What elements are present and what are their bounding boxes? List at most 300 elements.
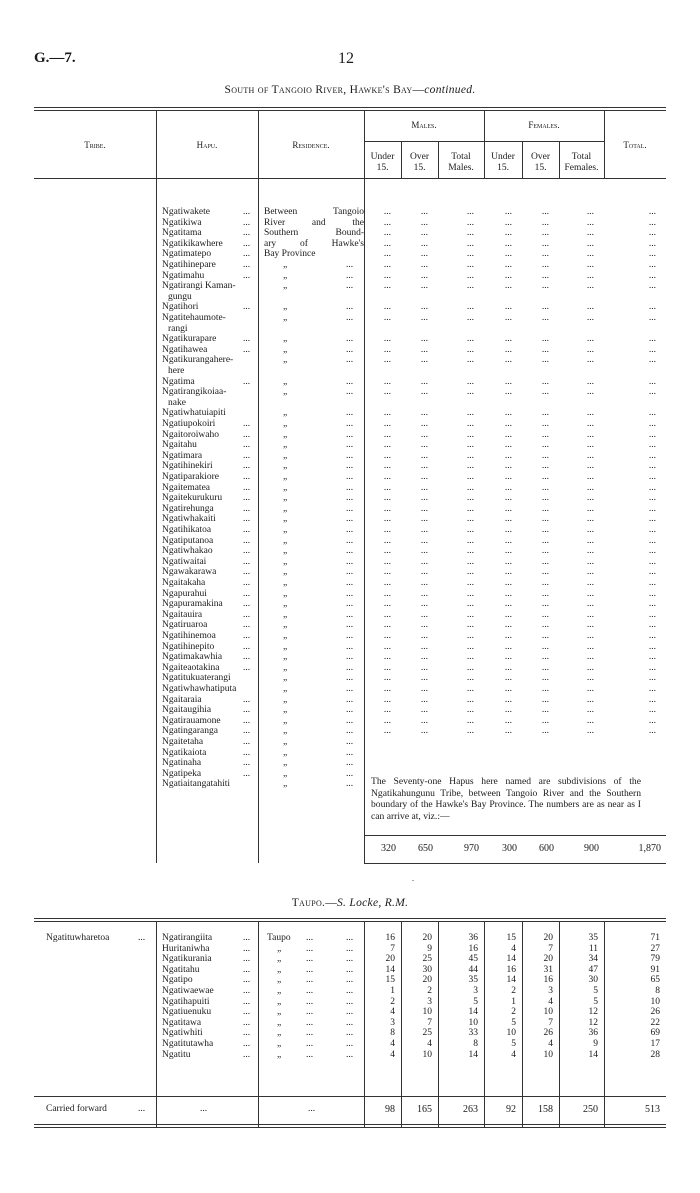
total-value: 600	[539, 843, 554, 854]
table-row	[0, 695, 700, 706]
leader-cell: ...	[420, 472, 428, 482]
hapu-leader: ...	[243, 302, 251, 313]
hapu-name: Ngatiwhakao	[162, 546, 213, 557]
leader-cell: ...	[648, 260, 656, 270]
table-row	[0, 387, 700, 398]
number-cell: 8	[473, 1039, 478, 1049]
leader-cell: ...	[504, 281, 512, 292]
leader-cell: ...	[586, 419, 594, 429]
leader-cell: ...	[541, 238, 549, 249]
leader-cell: ...	[466, 556, 474, 567]
leader-cell: ...	[466, 376, 474, 387]
header-f-over15: Over 15.	[531, 152, 550, 173]
ditto-mark: „	[283, 758, 288, 769]
leader-cell: ...	[504, 207, 512, 217]
leader-cell: ...	[383, 344, 391, 355]
residence-leader: ...	[306, 943, 314, 954]
leader-cell: ...	[541, 726, 549, 737]
hapu-name: Ngatimahu	[162, 270, 205, 281]
hapu-name: Ngatihawea	[162, 344, 208, 355]
document-code: G.—7.	[34, 50, 76, 66]
leader-cell: ...	[420, 249, 428, 260]
number-cell: 69	[650, 1028, 660, 1039]
hapu-leader: ...	[243, 954, 251, 965]
hapu-name: Ngatihikatoa	[162, 525, 212, 535]
leader-cell: ...	[586, 429, 594, 440]
number-cell: 4	[390, 1049, 395, 1060]
number-cell: 4	[390, 1007, 395, 1018]
leader-cell: ...	[541, 578, 549, 588]
number-cell: 14	[468, 1007, 478, 1018]
hapu-name: Ngaiteaotakina	[162, 662, 220, 673]
leader-cell: ...	[383, 313, 391, 323]
table-row	[0, 997, 700, 1008]
tribe-leader: ...	[138, 933, 146, 943]
leader-cell: ...	[648, 588, 656, 599]
leader-cell: ...	[420, 673, 428, 684]
hapu-leader: ...	[243, 207, 251, 217]
number-cell: 15	[385, 975, 395, 986]
residence-text: River and the	[264, 217, 364, 228]
leader-cell: ...	[383, 525, 391, 535]
number-cell: 31	[543, 964, 553, 975]
hapu-leader: ...	[243, 986, 251, 996]
hapu-leader: ...	[243, 737, 251, 747]
residence-leader: ...	[346, 334, 354, 345]
ditto-mark: „	[283, 779, 288, 790]
number-cell: 12	[588, 1017, 598, 1028]
table-row	[0, 1007, 700, 1018]
leader-cell: ...	[383, 270, 391, 281]
taupo-top-rule	[34, 918, 666, 919]
leader-cell: ...	[466, 567, 474, 578]
leader-cell: ...	[648, 567, 656, 578]
table-row	[0, 324, 700, 335]
residence-leader: ...	[346, 1028, 354, 1039]
hapu-name: Ngatiwaewae	[162, 986, 214, 996]
leader-cell: ...	[466, 450, 474, 461]
leader-cell: ...	[504, 631, 512, 641]
hapu-leader: ...	[243, 609, 251, 620]
header-total: Total.	[623, 140, 647, 150]
leader-cell: ...	[504, 376, 512, 387]
hapu-name: Ngatitawa	[162, 1017, 202, 1028]
residence-leader: ...	[306, 933, 314, 943]
leader-cell: ...	[541, 472, 549, 482]
leader-cell: ...	[420, 376, 428, 387]
leader-cell: ...	[383, 260, 391, 270]
residence-leader: ...	[306, 996, 314, 1007]
leader-cell: ...	[466, 705, 474, 716]
number-cell: 35	[588, 933, 598, 943]
ditto-mark: „	[283, 641, 288, 652]
leader-cell: ...	[504, 556, 512, 567]
header-m-over15: Over 15.	[410, 152, 429, 173]
leader-cell: ...	[383, 567, 391, 578]
leader-cell: ...	[541, 535, 549, 546]
hapu-name: Ngatima	[162, 376, 195, 387]
number-cell: 45	[468, 954, 478, 965]
table-row	[0, 986, 700, 997]
table-row	[0, 504, 700, 515]
leader-cell: ...	[466, 673, 474, 684]
table-row	[0, 536, 700, 547]
leader-cell: ...	[586, 344, 594, 355]
hapu-leader: ...	[243, 705, 251, 716]
hapu-leader: ...	[243, 419, 251, 429]
residence-leader: ...	[346, 758, 354, 769]
hapu-name: Ngatiupokoiri	[162, 419, 216, 429]
hapu-leader: ...	[243, 461, 251, 472]
residence-leader: ...	[306, 964, 314, 975]
section1-totals-rule	[364, 835, 666, 836]
number-cell: 16	[543, 975, 553, 986]
carried-forward-rule	[34, 1096, 666, 1097]
leader-cell: ...	[586, 535, 594, 546]
leader-cell: ...	[383, 705, 391, 716]
leader-cell: ...	[541, 652, 549, 663]
number-cell: 1	[390, 986, 395, 996]
hapu-leader: ...	[243, 641, 251, 652]
leader-cell: ...	[383, 556, 391, 567]
number-cell: 10	[422, 1049, 432, 1060]
hapu-leader: ...	[243, 715, 251, 726]
table-row	[0, 313, 700, 324]
leader-cell: ...	[420, 578, 428, 588]
residence-leader: ...	[346, 376, 354, 387]
number-cell: 30	[588, 975, 598, 986]
table-row	[0, 355, 700, 366]
leader-cell: ...	[420, 238, 428, 249]
carried-residence-leader: ...	[308, 1104, 316, 1114]
leader-cell: ...	[586, 302, 594, 313]
leader-cell: ...	[648, 514, 656, 525]
residence-leader: ...	[306, 1028, 314, 1039]
table-row	[0, 281, 700, 292]
carried-forward-bottom-rule-2	[34, 1127, 666, 1128]
leader-cell: ...	[466, 662, 474, 673]
leader-cell: ...	[586, 705, 594, 716]
leader-cell: ...	[504, 503, 512, 514]
number-cell: 16	[468, 943, 478, 954]
leader-cell: ...	[383, 493, 391, 504]
residence-leader: ...	[346, 450, 354, 461]
hapu-leader: ...	[243, 567, 251, 578]
header-f-under15: Under 15.	[491, 152, 515, 173]
leader-cell: ...	[466, 726, 474, 737]
number-cell: 20	[422, 933, 432, 943]
ditto-mark: „	[283, 567, 288, 578]
number-cell: 47	[588, 964, 598, 975]
residence-leader: ...	[346, 1007, 354, 1018]
number-cell: 14	[385, 964, 395, 975]
leader-cell: ...	[586, 620, 594, 631]
leader-cell: ...	[383, 419, 391, 429]
number-cell: 27	[650, 943, 660, 954]
table-row	[0, 483, 700, 494]
leader-cell: ...	[466, 578, 474, 588]
leader-cell: ...	[586, 270, 594, 281]
ditto-mark: „	[283, 461, 288, 472]
leader-cell: ...	[504, 419, 512, 429]
leader-cell: ...	[541, 355, 549, 366]
hapu-name: Ngatirangiita	[162, 933, 213, 943]
leader-cell: ...	[648, 662, 656, 673]
number-cell: 3	[427, 996, 432, 1007]
ditto-mark: „	[277, 1028, 282, 1039]
number-cell: 9	[427, 943, 432, 954]
hapu-name: Ngatihinekiri	[162, 461, 213, 472]
hapu-name: here	[168, 366, 185, 376]
leader-cell: ...	[586, 578, 594, 588]
leader-cell: ...	[648, 344, 656, 355]
leader-cell: ...	[541, 482, 549, 493]
table-row	[0, 567, 700, 578]
total-value: 970	[464, 843, 479, 854]
header-bottom-rule	[34, 178, 666, 179]
leader-cell: ...	[466, 238, 474, 249]
table-row	[0, 610, 700, 621]
hapu-name: rangi	[168, 323, 188, 334]
leader-cell: ...	[648, 376, 656, 387]
leader-cell: ...	[586, 408, 594, 419]
residence-leader: ...	[346, 260, 354, 270]
leader-cell: ...	[586, 641, 594, 652]
leader-cell: ...	[504, 514, 512, 525]
number-cell: 7	[548, 1017, 553, 1028]
ditto-mark: „	[283, 715, 288, 726]
leader-cell: ...	[466, 344, 474, 355]
leader-cell: ...	[504, 673, 512, 684]
hapu-name: Ngatikaiota	[162, 747, 207, 758]
leader-cell: ...	[383, 472, 391, 482]
ditto-mark: „	[277, 1007, 282, 1018]
leader-cell: ...	[541, 450, 549, 461]
leader-cell: ...	[586, 461, 594, 472]
table-row	[0, 954, 700, 965]
hapu-leader: ...	[243, 556, 251, 567]
number-cell: 10	[468, 1017, 478, 1028]
leader-cell: ...	[466, 207, 474, 217]
leader-cell: ...	[420, 207, 428, 217]
residence-leader: ...	[346, 567, 354, 578]
residence-leader: ...	[346, 652, 354, 663]
ditto-mark: „	[283, 440, 288, 451]
number-cell: 33	[468, 1028, 478, 1039]
leader-cell: ...	[420, 631, 428, 641]
leader-cell: ...	[586, 450, 594, 461]
residence-text: Taupo	[267, 933, 291, 943]
carried-value: 250	[583, 1104, 598, 1115]
table-row	[0, 525, 700, 536]
header-females: Females.	[528, 120, 560, 130]
leader-cell: ...	[648, 694, 656, 705]
ditto-mark: „	[283, 609, 288, 620]
residence-leader: ...	[346, 556, 354, 567]
leader-cell: ...	[648, 705, 656, 716]
leader-cell: ...	[383, 662, 391, 673]
leader-cell: ...	[466, 408, 474, 419]
residence-leader: ...	[306, 975, 314, 986]
table-top-rule	[34, 107, 666, 108]
leader-cell: ...	[586, 260, 594, 270]
ditto-mark: „	[283, 387, 288, 398]
table-top-rule-2	[34, 110, 666, 111]
leader-cell: ...	[648, 535, 656, 546]
leader-cell: ...	[504, 249, 512, 260]
hapu-name: Ngatitu	[162, 1049, 191, 1060]
taupo-title-author: S. Locke, R.M.	[337, 897, 409, 909]
leader-cell: ...	[466, 419, 474, 429]
carried-forward-label: Carried forward	[46, 1104, 107, 1114]
table-row	[0, 302, 700, 313]
ditto-mark: „	[283, 726, 288, 737]
leader-cell: ...	[420, 588, 428, 599]
ditto-mark: „	[283, 546, 288, 557]
number-cell: 35	[468, 975, 478, 986]
residence-leader: ...	[346, 493, 354, 504]
leader-cell: ...	[420, 450, 428, 461]
carried-value: 92	[506, 1104, 516, 1115]
residence-leader: ...	[346, 355, 354, 366]
leader-cell: ...	[420, 344, 428, 355]
number-cell: 34	[588, 954, 598, 965]
hapu-leader: ...	[243, 429, 251, 440]
leader-cell: ...	[541, 217, 549, 228]
hapu-leader: ...	[243, 1049, 251, 1060]
leader-cell: ...	[420, 461, 428, 472]
leader-cell: ...	[648, 631, 656, 641]
table-row	[0, 419, 700, 430]
leader-cell: ...	[420, 493, 428, 504]
leader-cell: ...	[648, 578, 656, 588]
leader-cell: ...	[420, 228, 428, 239]
leader-cell: ...	[541, 281, 549, 292]
leader-cell: ...	[648, 461, 656, 472]
residence-leader: ...	[346, 737, 354, 747]
leader-cell: ...	[504, 472, 512, 482]
hapu-leader: ...	[243, 694, 251, 705]
hapu-name: Ngatinaha	[162, 758, 202, 769]
leader-cell: ...	[648, 334, 656, 345]
hapu-leader: ...	[243, 768, 251, 779]
ditto-mark: „	[283, 588, 288, 599]
leader-cell: ...	[586, 472, 594, 482]
residence-leader: ...	[346, 408, 354, 419]
leader-cell: ...	[504, 599, 512, 610]
table-row	[0, 758, 700, 769]
ditto-mark: „	[283, 450, 288, 461]
leader-cell: ...	[586, 249, 594, 260]
table-row	[0, 408, 700, 419]
leader-cell: ...	[541, 609, 549, 620]
carried-value: 158	[538, 1104, 553, 1115]
leader-cell: ...	[466, 546, 474, 557]
ditto-mark: „	[283, 525, 288, 535]
leader-cell: ...	[466, 652, 474, 663]
hapu-name: Ngaitakaha	[162, 578, 206, 588]
leader-cell: ...	[648, 249, 656, 260]
stray-mark: .	[412, 874, 414, 883]
hapu-leader: ...	[243, 270, 251, 281]
residence-leader: ...	[346, 1017, 354, 1028]
leader-cell: ...	[466, 514, 474, 525]
leader-cell: ...	[466, 482, 474, 493]
residence-text: Southern Bound-	[264, 228, 364, 239]
hapu-name: Ngatiuenuku	[162, 1007, 212, 1018]
hapu-name: Ngatitukuaterangi	[162, 673, 231, 684]
ditto-mark: „	[283, 493, 288, 504]
leader-cell: ...	[586, 334, 594, 345]
hapu-name: Ngatingaranga	[162, 726, 218, 737]
leader-cell: ...	[541, 588, 549, 599]
leader-cell: ...	[541, 631, 549, 641]
leader-cell: ...	[648, 270, 656, 281]
hapu-leader: ...	[243, 546, 251, 557]
leader-cell: ...	[648, 302, 656, 313]
number-cell: 71	[650, 933, 660, 943]
leader-cell: ...	[586, 376, 594, 387]
table-row	[0, 620, 700, 631]
page-number: 12	[338, 50, 354, 67]
leader-cell: ...	[648, 482, 656, 493]
number-cell: 5	[473, 996, 478, 1007]
residence-text: Bay Province	[264, 249, 316, 260]
leader-cell: ...	[586, 440, 594, 451]
leader-cell: ...	[648, 440, 656, 451]
leader-cell: ...	[383, 429, 391, 440]
number-cell: 26	[650, 1007, 660, 1018]
leader-cell: ...	[586, 281, 594, 292]
leader-cell: ...	[504, 588, 512, 599]
number-cell: 14	[588, 1049, 598, 1060]
ditto-mark: „	[277, 986, 282, 996]
leader-cell: ...	[420, 620, 428, 631]
carried-value: 263	[463, 1104, 478, 1115]
residence-leader: ...	[346, 482, 354, 493]
leader-cell: ...	[648, 620, 656, 631]
hapu-name: Ngatiaitangatahiti	[162, 779, 231, 790]
residence-leader: ...	[306, 986, 314, 996]
residence-leader: ...	[346, 933, 354, 943]
leader-cell: ...	[504, 302, 512, 313]
number-cell: 7	[548, 943, 553, 954]
hapu-name: Ngatirangi Kaman-	[162, 281, 236, 292]
number-cell: 4	[427, 1039, 432, 1049]
residence-leader: ...	[346, 684, 354, 694]
residence-leader: ...	[346, 694, 354, 705]
leader-cell: ...	[383, 588, 391, 599]
leader-cell: ...	[504, 525, 512, 535]
ditto-mark: „	[283, 472, 288, 482]
table-row	[0, 631, 700, 642]
leader-cell: ...	[420, 419, 428, 429]
leader-cell: ...	[504, 387, 512, 398]
leader-cell: ...	[541, 429, 549, 440]
residence-leader: ...	[346, 768, 354, 779]
leader-cell: ...	[420, 429, 428, 440]
ditto-mark: „	[283, 260, 288, 270]
total-value: 900	[584, 843, 599, 854]
hapu-leader: ...	[243, 217, 251, 228]
number-cell: 16	[506, 964, 516, 975]
leader-cell: ...	[383, 684, 391, 694]
leader-cell: ...	[383, 408, 391, 419]
number-cell: 4	[511, 943, 516, 954]
leader-cell: ...	[541, 440, 549, 451]
leader-cell: ...	[504, 662, 512, 673]
residence-leader: ...	[346, 429, 354, 440]
